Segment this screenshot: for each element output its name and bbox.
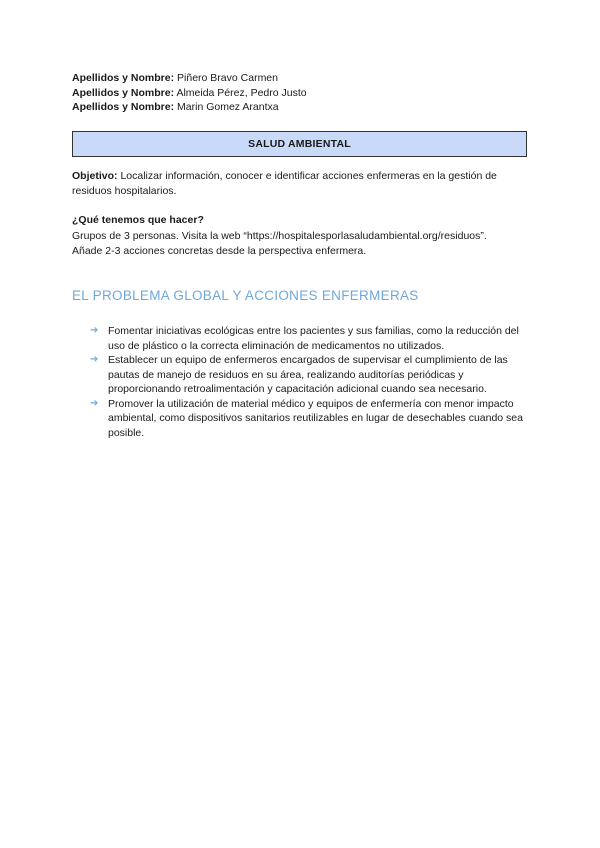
author-line (72, 100, 307, 115)
action-text: Promover la utilización de material médico y equipos de enfermería con menor impacto ambiental, como dispositivos sanitarios reutilizables en lugar de desechables cuando sea posible. (108, 397, 523, 439)
list-item (90, 397, 530, 441)
author-label: Apellidos y Nombre: (72, 86, 175, 99)
arrow-right-icon: ➔ (90, 325, 99, 336)
author-name: Almeida Pérez, Pedro Justo (176, 86, 307, 99)
section-heading: EL PROBLEMA GLOBAL Y ACCIONES ENFERMERAS (72, 288, 419, 303)
author-line (72, 71, 307, 86)
task-line: Añade 2-3 acciones concretas desde la perspectiva enfermera. (72, 244, 367, 257)
task-line: Grupos de 3 personas. Visita la web “https://hospitalesporlasaludambiental.org/residuos”. (72, 230, 487, 242)
list-item (90, 324, 530, 353)
task-title: ¿Qué tenemos que hacer? (72, 214, 204, 226)
objective-label: Objetivo: (72, 170, 118, 182)
arrow-right-icon: ➔ (90, 354, 99, 365)
banner-title: SALUD AMBIENTAL (248, 138, 351, 150)
task-instructions (72, 229, 532, 258)
title-banner (72, 131, 527, 157)
list-item (90, 353, 530, 397)
actions-list (90, 324, 530, 440)
author-name: Piñero Bravo Carmen (177, 72, 278, 84)
objective-paragraph (72, 169, 532, 199)
author-label: Apellidos y Nombre: (72, 72, 175, 84)
action-text: Establecer un equipo de enfermeros encargados de supervisar el cumplimiento de las pautas de manejo de residuos en su área, realizando auditorías periódicas y proporcionando retroalimentación y capacitación adicional cuando sea necesario. (108, 354, 508, 395)
author-name: Marin Gomez Arantxa (177, 101, 279, 113)
action-text: Fomentar iniciativas ecológicas entre los pacientes y sus familias, como la reducción del uso de plástico o la correcta eliminación de medicamentos no utilizados. (108, 325, 519, 352)
objective-text: Localizar información, conocer e identificar acciones enfermeras en la gestión de residuos hospitalarios. (72, 170, 497, 197)
authors-block (72, 71, 307, 115)
arrow-right-icon: ➔ (90, 397, 99, 409)
author-line (72, 86, 307, 101)
author-label: Apellidos y Nombre: (72, 101, 175, 113)
